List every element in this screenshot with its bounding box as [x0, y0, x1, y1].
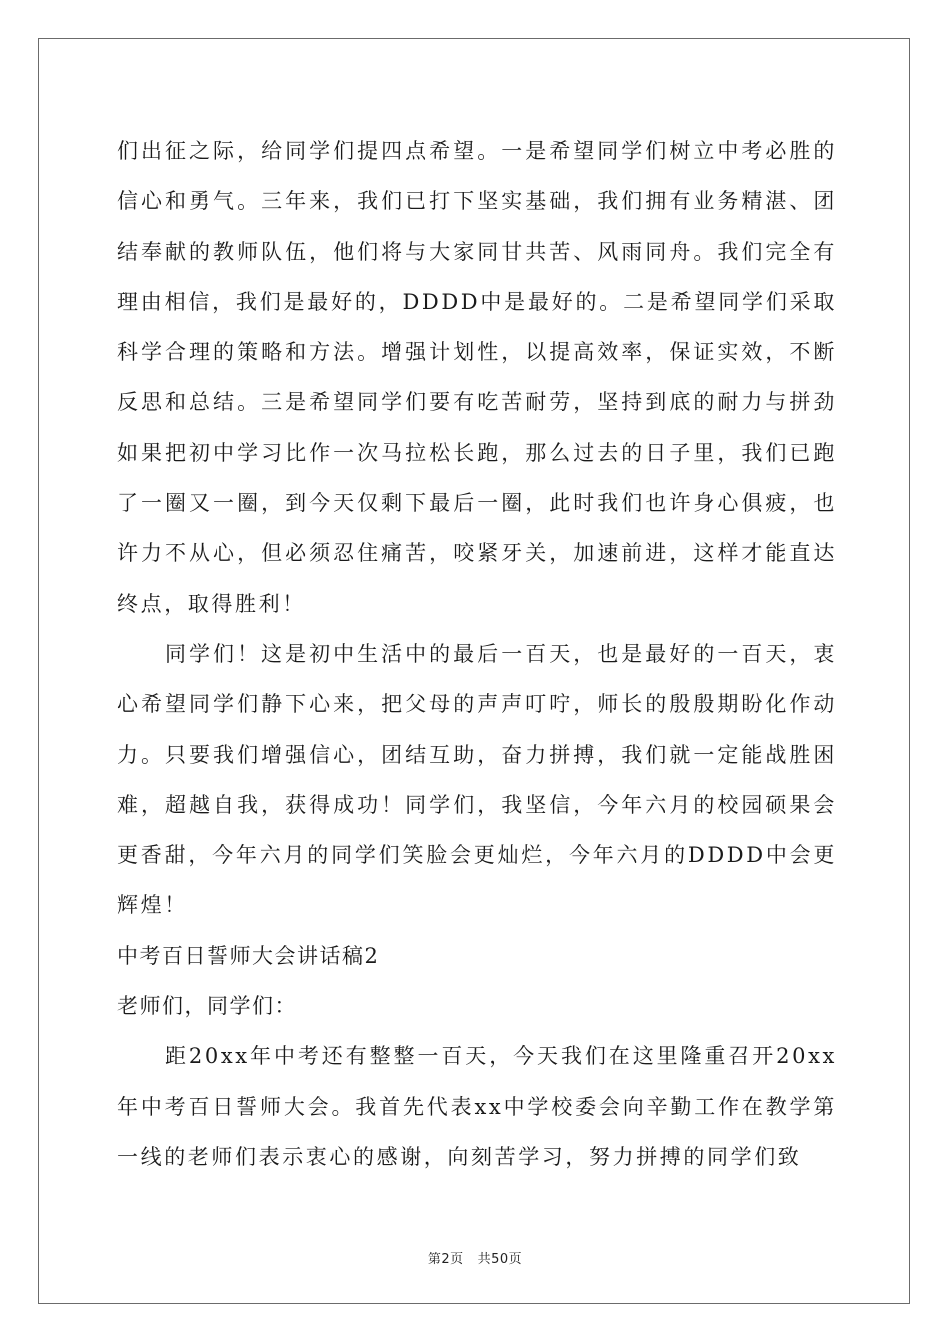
paragraph-closing: 同学们！这是初中生活中的最后一百天，也是最好的一百天，衷心希望同学们静下心来，把父母的声声叮咛，师长的殷殷期盼化作动力。只要我们增强信心，团结互助，奋力拼搏，我们就一定能战胜困难，超越自我，获得成功！同学们，我坚信，今年六月的校园硕果会更香甜，今年六月的同学们笑脸会更灿烂，今年六月的DDDD中会更辉煌！	[117, 641, 837, 918]
document-body	[117, 126, 837, 1182]
paragraph-opening: 距20xx年中考还有整整一百天，今天我们在这里隆重召开20xx年中考百日誓师大会。我首先代表xx中学校委会向辛勤工作在教学第一线的老师们表示衷心的感谢，向刻苦学习，努力拼搏的同学们致	[117, 1044, 837, 1169]
salutation: 老师们，同学们：	[117, 994, 297, 1019]
page-footer	[0, 1248, 950, 1267]
section-title: 中考百日誓师大会讲话稿2	[117, 943, 380, 968]
page-number: 第2页	[427, 1252, 464, 1267]
page-total: 共50页	[477, 1252, 523, 1267]
paragraph-continued: 们出征之际，给同学们提四点希望。一是希望同学们树立中考必胜的信心和勇气。三年来，我们已打下坚实基础，我们拥有业务精湛、团结奉献的教师队伍，他们将与大家同甘共苦、风雨同舟。我们完全有理由相信，我们是最好的，DDDD中是最好的。二是希望同学们采取科学合理的策略和方法。增强计划性，以提高效率，保证实效，不断反思和总结。三是希望同学们要有吃苦耐劳，坚持到底的耐力与拼劲如果把初中学习比作一次马拉松长跑，那么过去的日子里，我们已跑了一圈又一圈，到今天仅剩下最后一圈，此时我们也许身心俱疲，也许力不从心，但必须忍住痛苦，咬紧牙关，加速前进，这样才能直达终点，取得胜利！	[117, 139, 837, 616]
